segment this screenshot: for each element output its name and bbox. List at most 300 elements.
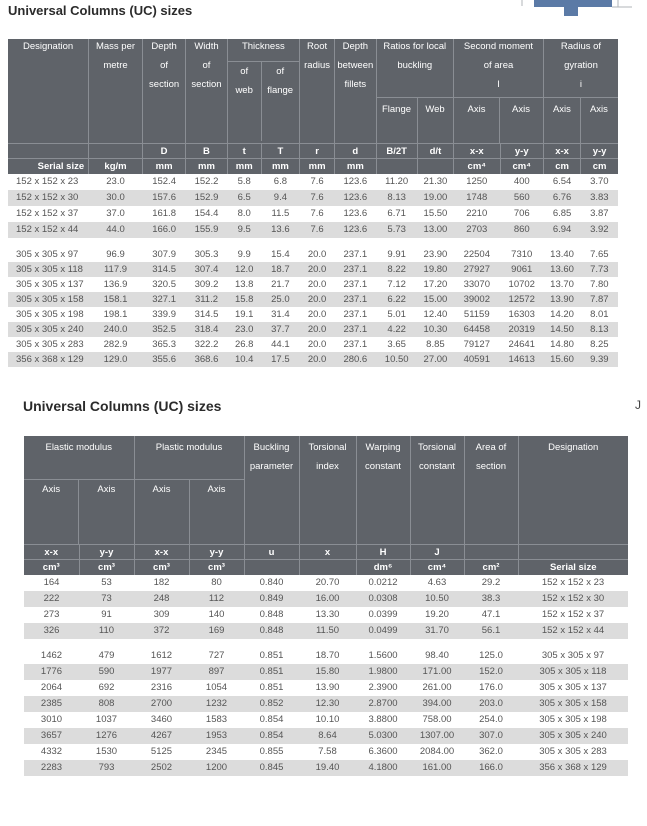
table-cell: 152 x 152 x 30 — [518, 591, 628, 607]
table-cell: 305 x 305 x 158 — [518, 696, 628, 712]
header-depth: Depth of section — [142, 39, 185, 144]
table-cell: 152.0 — [464, 664, 518, 680]
table-cell: 692 — [79, 680, 134, 696]
table-cell: 8.01 — [581, 307, 618, 322]
table-cell: 706 — [500, 206, 543, 222]
table-cell: 6.3600 — [356, 744, 410, 760]
table-cell: 96.9 — [89, 247, 143, 262]
table-cell: 3.70 — [581, 174, 618, 190]
table-cell: 307.9 — [142, 247, 185, 262]
header-cell: mm — [335, 159, 376, 174]
table-cell: 254.0 — [464, 712, 518, 728]
table-cell: 352.5 — [142, 322, 185, 337]
table-cell: 318.4 — [186, 322, 227, 337]
header-flange: Flange — [381, 104, 412, 115]
table-cell: 7.80 — [581, 277, 618, 292]
table-row — [8, 247, 618, 262]
table-cell: 18.70 — [299, 648, 356, 664]
table-cell: 305 x 305 x 137 — [8, 277, 89, 292]
table-cell: 18.7 — [261, 262, 299, 277]
table-cell: 3.8800 — [356, 712, 410, 728]
header-torsional-index: Torsional index — [299, 436, 356, 545]
table-cell: 368.6 — [186, 352, 227, 367]
header-cell: D — [142, 144, 185, 159]
table-cell: 23.0 — [89, 174, 143, 190]
header-second-moment: Second moment of area I Axis Axis — [454, 39, 544, 144]
table-cell: 26.8 — [227, 337, 261, 352]
table-cell: 7.65 — [581, 247, 618, 262]
table-cell: 311.2 — [186, 292, 227, 307]
table-cell: 1232 — [189, 696, 244, 712]
table-cell: 2502 — [134, 760, 189, 776]
table-cell: 16.00 — [299, 591, 356, 607]
corner-mark: J — [635, 398, 641, 412]
table-cell: 20.0 — [300, 262, 335, 277]
table-cell: 305 x 305 x 198 — [518, 712, 628, 728]
header-cell — [417, 159, 453, 174]
table-cell: 7.73 — [581, 262, 618, 277]
header-cell: mm — [186, 159, 227, 174]
table-cell: 13.70 — [543, 277, 580, 292]
table-cell: 10.50 — [410, 591, 464, 607]
table-cell: 309 — [134, 607, 189, 623]
table-cell: 161.00 — [410, 760, 464, 776]
table-cell: 25.0 — [261, 292, 299, 307]
header-cell: x-x — [134, 545, 189, 560]
table-row — [24, 575, 628, 591]
table-cell: 0.0308 — [356, 591, 410, 607]
header-cell: d/t — [417, 144, 453, 159]
header-of-web: of web — [235, 66, 253, 96]
table-cell: 339.9 — [142, 307, 185, 322]
header-web: Web — [417, 98, 453, 143]
table-cell: 11.5 — [261, 206, 299, 222]
table-row — [8, 307, 618, 322]
table-cell: 0.0399 — [356, 607, 410, 623]
table-cell: 8.13 — [376, 190, 417, 206]
header-mass: Mass per metre — [89, 39, 143, 144]
table-cell: 479 — [79, 648, 134, 664]
table-row — [8, 222, 618, 238]
table-cell: 152 x 152 x 23 — [8, 174, 89, 190]
table-cell: 5.73 — [376, 222, 417, 238]
header-cell: J — [410, 545, 464, 560]
table-cell: 31.70 — [410, 623, 464, 639]
table-cell: 152.2 — [186, 174, 227, 190]
table-cell: 13.00 — [417, 222, 453, 238]
header-cell: cm⁴ — [410, 560, 464, 575]
table-cell: 3010 — [24, 712, 79, 728]
table-cell: 326 — [24, 623, 79, 639]
table-cell: 44.0 — [89, 222, 143, 238]
table-cell: 123.6 — [335, 174, 376, 190]
table-cell: 2.3900 — [356, 680, 410, 696]
page-title: Universal Columns (UC) sizes — [8, 3, 193, 18]
table-cell: 0.855 — [244, 744, 299, 760]
table-cell: 19.40 — [299, 760, 356, 776]
table-cell: 237.1 — [335, 277, 376, 292]
table-cell: 305 x 305 x 198 — [8, 307, 89, 322]
table-cell: 12.30 — [299, 696, 356, 712]
page-title-2: Universal Columns (UC) sizes — [23, 398, 222, 414]
table-cell: 29.2 — [464, 575, 518, 591]
table-cell: 79127 — [454, 337, 501, 352]
table-cell: 13.60 — [543, 262, 580, 277]
header-buckling-parameter: Buckling parameter — [244, 436, 299, 545]
table-row — [8, 322, 618, 337]
table-cell: 17.5 — [261, 352, 299, 367]
table-cell: 7.6 — [300, 206, 335, 222]
table-cell: 20.0 — [300, 247, 335, 262]
table-row — [24, 744, 628, 760]
table-cell: 19.20 — [410, 607, 464, 623]
table-row — [24, 712, 628, 728]
table-cell: 9.91 — [376, 247, 417, 262]
header-radius-of-gyration: Radius of gyration i Axis Axis — [543, 39, 618, 144]
table-cell: 19.00 — [417, 190, 453, 206]
table-cell: 0.854 — [244, 728, 299, 744]
header-designation: Designation — [518, 436, 628, 545]
table-cell: 158.1 — [89, 292, 143, 307]
table-cell: 15.80 — [299, 664, 356, 680]
table-cell: 0.848 — [244, 623, 299, 639]
table-cell: 21.30 — [417, 174, 453, 190]
header-cell: u — [244, 545, 299, 560]
table-cell: 198.1 — [89, 307, 143, 322]
table-cell: 17.20 — [417, 277, 453, 292]
table-cell: 355.6 — [142, 352, 185, 367]
table-cell: 314.5 — [142, 262, 185, 277]
table-cell: 152 x 152 x 37 — [518, 607, 628, 623]
table-cell: 7.58 — [299, 744, 356, 760]
table-cell: 152 x 152 x 44 — [8, 222, 89, 238]
table-cell: 897 — [189, 664, 244, 680]
table-cell: 307.4 — [186, 262, 227, 277]
table-cell: 8.13 — [581, 322, 618, 337]
header-designation: Designation — [8, 39, 89, 144]
table-cell: 23.0 — [227, 322, 261, 337]
table-cell: 161.8 — [142, 206, 185, 222]
table-cell: 152 x 152 x 37 — [8, 206, 89, 222]
header-cell: d — [335, 144, 376, 159]
table-cell: 1.9800 — [356, 664, 410, 680]
table-row — [8, 206, 618, 222]
header-axis: Axis — [78, 480, 133, 544]
table-cell: 261.00 — [410, 680, 464, 696]
group-spacer — [24, 639, 628, 648]
table-cell: 2345 — [189, 744, 244, 760]
table-cell: 23.90 — [417, 247, 453, 262]
table-cell: 1953 — [189, 728, 244, 744]
table-cell: 2064 — [24, 680, 79, 696]
table-cell: 327.1 — [142, 292, 185, 307]
table-cell: 182 — [134, 575, 189, 591]
table-cell: 14.20 — [543, 307, 580, 322]
header-cell: cm⁴ — [454, 159, 501, 174]
table-cell: 47.1 — [464, 607, 518, 623]
table-cell: 0.852 — [244, 696, 299, 712]
table-cell: 176.0 — [464, 680, 518, 696]
table-cell: 20.0 — [300, 292, 335, 307]
header-cell — [299, 560, 356, 575]
table-cell: 1977 — [134, 664, 189, 680]
header-cell: x-x — [543, 144, 580, 159]
table-cell: 98.40 — [410, 648, 464, 664]
table-cell: 282.9 — [89, 337, 143, 352]
table-cell: 166.0 — [142, 222, 185, 238]
table-cell: 7.87 — [581, 292, 618, 307]
table-cell: 44.1 — [261, 337, 299, 352]
table-cell: 8.25 — [581, 337, 618, 352]
header-cell: T — [261, 144, 299, 159]
table-cell: 7.6 — [300, 222, 335, 238]
table-cell: 169 — [189, 623, 244, 639]
table-cell: 305 x 305 x 97 — [8, 247, 89, 262]
table-cell: 4.63 — [410, 575, 464, 591]
table-cell: 117.9 — [89, 262, 143, 277]
dimensions-table — [8, 39, 618, 367]
table-cell: 155.9 — [186, 222, 227, 238]
table-cell: 9.5 — [227, 222, 261, 238]
table-cell: 2385 — [24, 696, 79, 712]
header-cell: Serial size — [518, 560, 628, 575]
table-cell: 125.0 — [464, 648, 518, 664]
table-cell: 860 — [500, 222, 543, 238]
header-warping-constant: Warping constant — [356, 436, 410, 545]
table-cell: 305.3 — [186, 247, 227, 262]
table-row — [8, 277, 618, 292]
table-cell: 1200 — [189, 760, 244, 776]
table-cell: 19.1 — [227, 307, 261, 322]
table-cell: 237.1 — [335, 247, 376, 262]
table-cell: 1462 — [24, 648, 79, 664]
table-cell: 2.8700 — [356, 696, 410, 712]
table-cell: 808 — [79, 696, 134, 712]
table-cell: 3657 — [24, 728, 79, 744]
table-cell: 14613 — [500, 352, 543, 367]
table-cell: 309.2 — [186, 277, 227, 292]
table-cell: 237.1 — [335, 322, 376, 337]
table-cell: 9.9 — [227, 247, 261, 262]
table-cell: 273 — [24, 607, 79, 623]
table-row — [24, 648, 628, 664]
table-cell: 20.70 — [299, 575, 356, 591]
table-cell: 0.0212 — [356, 575, 410, 591]
table-cell: 6.8 — [261, 174, 299, 190]
table-cell: 20.0 — [300, 352, 335, 367]
header-cell: x-x — [454, 144, 501, 159]
table-cell: 365.3 — [142, 337, 185, 352]
header-cell: H — [356, 545, 410, 560]
table-cell: 0.851 — [244, 680, 299, 696]
table-row — [24, 760, 628, 776]
header-elastic-modulus: Elastic modulus Axis Axis — [24, 436, 134, 545]
table-cell: 0.851 — [244, 648, 299, 664]
header-axis: Axis — [189, 480, 244, 544]
table-cell: 5.01 — [376, 307, 417, 322]
header-cell: cm³ — [79, 560, 134, 575]
table-cell: 5125 — [134, 744, 189, 760]
table-cell: 305 x 305 x 137 — [518, 680, 628, 696]
header-cell: cm — [543, 159, 580, 174]
table-cell: 1054 — [189, 680, 244, 696]
table-cell: 27.00 — [417, 352, 453, 367]
table-cell: 237.1 — [335, 292, 376, 307]
table-row — [8, 190, 618, 206]
table-cell: 51159 — [454, 307, 501, 322]
table-cell: 20.0 — [300, 307, 335, 322]
table-cell: 9061 — [500, 262, 543, 277]
table-cell: 10.50 — [376, 352, 417, 367]
table-cell: 1276 — [79, 728, 134, 744]
table-cell: 4.22 — [376, 322, 417, 337]
table-cell: 31.4 — [261, 307, 299, 322]
table-cell: 7.6 — [300, 174, 335, 190]
table-cell: 13.8 — [227, 277, 261, 292]
table-cell: 305 x 305 x 240 — [8, 322, 89, 337]
table-cell: 1612 — [134, 648, 189, 664]
table-cell: 314.5 — [186, 307, 227, 322]
header-cell: y-y — [189, 545, 244, 560]
table-cell: 15.50 — [417, 206, 453, 222]
table-cell: 2283 — [24, 760, 79, 776]
table-cell: 13.90 — [543, 292, 580, 307]
header-cell: y-y — [581, 144, 618, 159]
header-cell: x — [299, 545, 356, 560]
table-cell: 394.00 — [410, 696, 464, 712]
table-cell: 727 — [189, 648, 244, 664]
header-torsional-constant: Torsional constant — [410, 436, 464, 545]
table-row — [8, 174, 618, 190]
table-cell: 280.6 — [335, 352, 376, 367]
table-cell: 16303 — [500, 307, 543, 322]
table-cell: 4267 — [134, 728, 189, 744]
table-cell: 305 x 305 x 283 — [8, 337, 89, 352]
table-cell: 793 — [79, 760, 134, 776]
table-cell: 0.848 — [244, 607, 299, 623]
table-cell: 356 x 368 x 129 — [8, 352, 89, 367]
table-cell: 6.22 — [376, 292, 417, 307]
header-width: Width of section — [186, 39, 227, 144]
header-depth-between-fillets: Depth between fillets — [335, 39, 376, 144]
header-axis: Axis — [552, 104, 571, 115]
header-cell: B — [186, 144, 227, 159]
table-cell: 8.64 — [299, 728, 356, 744]
table-cell: 15.8 — [227, 292, 261, 307]
table-cell: 129.0 — [89, 352, 143, 367]
table-cell: 222 — [24, 591, 79, 607]
table-row — [24, 728, 628, 744]
table-cell: 157.6 — [142, 190, 185, 206]
header-cell: x-x — [24, 545, 79, 560]
header-cell: mm — [142, 159, 185, 174]
header-cell: mm — [261, 159, 299, 174]
table-cell: 20.0 — [300, 337, 335, 352]
table-cell: 0.854 — [244, 712, 299, 728]
table-cell: 560 — [500, 190, 543, 206]
table-cell: 11.20 — [376, 174, 417, 190]
table-cell: 8.0 — [227, 206, 261, 222]
table-cell: 164 — [24, 575, 79, 591]
table-cell: 305 x 305 x 97 — [518, 648, 628, 664]
header-cell: cm⁴ — [500, 159, 543, 174]
table-cell: 154.4 — [186, 206, 227, 222]
header-axis: Axis — [499, 98, 542, 143]
table-cell: 1037 — [79, 712, 134, 728]
table-cell: 2210 — [454, 206, 501, 222]
table-cell: 30.0 — [89, 190, 143, 206]
table-cell: 2700 — [134, 696, 189, 712]
table-cell: 20.0 — [300, 322, 335, 337]
header-cell: cm² — [464, 560, 518, 575]
group-spacer — [8, 238, 618, 247]
header-ratios: Ratios for local buckling Flange Web — [376, 39, 454, 144]
table-cell: 152 x 152 x 23 — [518, 575, 628, 591]
table-cell: 20.0 — [300, 277, 335, 292]
header-of-flange: of flange — [261, 62, 299, 141]
table-row — [8, 337, 618, 352]
table-cell: 80 — [189, 575, 244, 591]
table-cell: 12.0 — [227, 262, 261, 277]
table-cell: 3.92 — [581, 222, 618, 238]
table-cell: 0.845 — [244, 760, 299, 776]
table-cell: 2703 — [454, 222, 501, 238]
table-cell: 322.2 — [186, 337, 227, 352]
symbol-row — [8, 144, 618, 159]
table-cell: 13.30 — [299, 607, 356, 623]
header-cell: B/2T — [376, 144, 417, 159]
table-cell: 1583 — [189, 712, 244, 728]
table-cell: 400 — [500, 174, 543, 190]
table-cell: 9.39 — [581, 352, 618, 367]
table-cell: 237.1 — [335, 262, 376, 277]
table-cell: 123.6 — [335, 206, 376, 222]
table-cell: 40591 — [454, 352, 501, 367]
table-row — [24, 623, 628, 639]
table-cell: 10702 — [500, 277, 543, 292]
table-cell: 166.0 — [464, 760, 518, 776]
table-cell: 140 — [189, 607, 244, 623]
table-cell: 6.76 — [543, 190, 580, 206]
header-axis: Axis — [467, 104, 486, 115]
table-cell: 372 — [134, 623, 189, 639]
column-section-icon — [520, 0, 635, 16]
table-cell: 91 — [79, 607, 134, 623]
table-cell: 0.849 — [244, 591, 299, 607]
table-cell: 8.85 — [417, 337, 453, 352]
table-cell: 3.65 — [376, 337, 417, 352]
symbol-row — [24, 545, 628, 560]
table-cell: 1748 — [454, 190, 501, 206]
table-cell: 13.40 — [543, 247, 580, 262]
table-cell: 10.4 — [227, 352, 261, 367]
header-cell: dm⁶ — [356, 560, 410, 575]
table-cell: 152.4 — [142, 174, 185, 190]
table-cell: 152 x 152 x 44 — [518, 623, 628, 639]
table-row — [24, 591, 628, 607]
table-cell: 14.50 — [543, 322, 580, 337]
table-cell: 4332 — [24, 744, 79, 760]
table-cell: 8.22 — [376, 262, 417, 277]
table-cell: 6.54 — [543, 174, 580, 190]
unit-row — [24, 560, 628, 575]
table-cell: 1250 — [454, 174, 501, 190]
table-cell: 12572 — [500, 292, 543, 307]
table-cell: 6.85 — [543, 206, 580, 222]
table-cell: 305 x 305 x 118 — [518, 664, 628, 680]
table-cell: 5.8 — [227, 174, 261, 190]
header-axis: Axis — [580, 98, 617, 143]
